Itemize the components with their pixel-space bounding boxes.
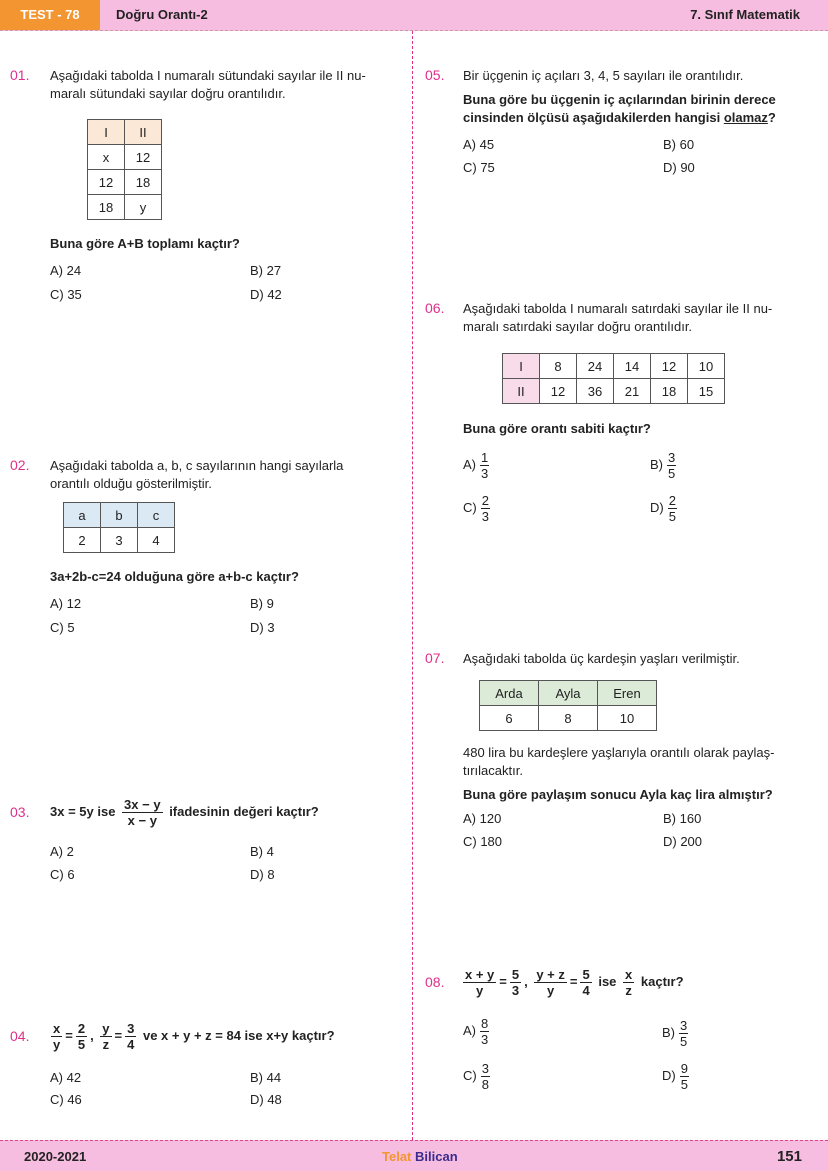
numerator: 8 bbox=[481, 1016, 489, 1031]
option-a[interactable] bbox=[463, 450, 489, 481]
denominator: y bbox=[53, 1037, 61, 1052]
denominator: 3 bbox=[481, 466, 489, 481]
option-b[interactable]: B) 4 bbox=[250, 844, 274, 859]
option-a[interactable] bbox=[463, 1016, 489, 1047]
data-table bbox=[479, 680, 657, 731]
cell: I bbox=[88, 120, 125, 145]
option-d[interactable]: D) 200 bbox=[663, 834, 703, 849]
text: ise bbox=[598, 973, 617, 989]
question-prompt: Buna göre paylaşım sonucu Ayla kaç lira almıştır? bbox=[463, 787, 773, 802]
fraction bbox=[122, 797, 163, 828]
question-prompt: Buna göre A+B toplamı kaçtır? bbox=[50, 236, 240, 251]
denominator: 4 bbox=[582, 983, 590, 998]
question-number: 04. bbox=[10, 1028, 30, 1044]
denominator: 5 bbox=[680, 1034, 688, 1049]
numerator: 2 bbox=[668, 493, 676, 508]
cell: 12 bbox=[125, 145, 162, 170]
option-d[interactable]: D) 90 bbox=[663, 160, 695, 175]
question-number: 05. bbox=[425, 67, 445, 83]
question-text bbox=[463, 300, 772, 336]
option-a[interactable]: A) 42 bbox=[50, 1070, 82, 1085]
cell: 24 bbox=[577, 354, 614, 379]
numerator: 3x − y bbox=[124, 797, 161, 812]
question-number: 01. bbox=[10, 67, 30, 83]
numerator: x bbox=[625, 967, 633, 982]
numerator: 2 bbox=[77, 1021, 86, 1036]
test-title: Doğru Orantı-2 bbox=[116, 7, 208, 22]
denominator: x − y bbox=[127, 813, 157, 828]
option-c[interactable]: C) 180 bbox=[463, 834, 503, 849]
cell: Eren bbox=[598, 681, 657, 706]
numerator: 2 bbox=[481, 493, 489, 508]
cell: 10 bbox=[598, 706, 657, 731]
option-a[interactable]: A) 120 bbox=[463, 811, 502, 826]
fraction bbox=[667, 450, 676, 481]
line: orantılı olduğu gösterilmiştir. bbox=[50, 476, 212, 491]
option-c[interactable] bbox=[463, 493, 490, 524]
cell: a bbox=[64, 503, 101, 528]
cell: Arda bbox=[480, 681, 539, 706]
numerator: x + y bbox=[465, 967, 495, 982]
emphasis: olamaz bbox=[723, 110, 768, 125]
cell: 3 bbox=[101, 528, 138, 553]
cell: 18 bbox=[651, 379, 688, 404]
option-c[interactable]: C) 35 bbox=[50, 287, 82, 302]
text: ifadesinin değeri kaçtır? bbox=[169, 803, 319, 819]
label: B) bbox=[662, 1024, 675, 1040]
cell: x bbox=[88, 145, 125, 170]
option-d[interactable]: D) 8 bbox=[250, 867, 275, 882]
data-table bbox=[63, 502, 175, 553]
question-text: Bir üçgenin iç açıları 3, 4, 5 sayıları ile orantılıdır. bbox=[463, 68, 744, 83]
option-c[interactable]: C) 6 bbox=[50, 867, 75, 882]
fraction bbox=[668, 493, 677, 524]
denominator: 5 bbox=[680, 1077, 688, 1092]
numerator: 5 bbox=[511, 967, 520, 982]
line: Aşağıdaki tabolda I numaralı sütundaki sayılar ile II nu- bbox=[50, 68, 366, 83]
denominator: z bbox=[102, 1037, 110, 1052]
cell: Ayla bbox=[539, 681, 598, 706]
numerator: 9 bbox=[680, 1061, 688, 1076]
cell: I bbox=[503, 354, 540, 379]
numerator: 1 bbox=[481, 450, 489, 465]
option-d[interactable]: D) 42 bbox=[250, 287, 282, 302]
cell: y bbox=[125, 195, 162, 220]
label: B) bbox=[650, 456, 663, 472]
cell: 6 bbox=[480, 706, 539, 731]
label: A) bbox=[463, 1022, 476, 1038]
cell: 12 bbox=[651, 354, 688, 379]
label: A) bbox=[463, 456, 476, 472]
numerator: y bbox=[102, 1021, 110, 1036]
line: tırılacaktır. bbox=[463, 763, 523, 778]
fraction bbox=[510, 967, 521, 998]
question-number: 06. bbox=[425, 300, 445, 316]
line: Aşağıdaki tabolda I numaralı satırdaki sayılar ile II nu- bbox=[463, 301, 773, 316]
cell: 36 bbox=[577, 379, 614, 404]
denominator: 4 bbox=[127, 1037, 135, 1052]
cell: II bbox=[125, 120, 162, 145]
fraction bbox=[680, 1061, 689, 1092]
header-bar bbox=[0, 0, 828, 31]
numerator: y + z bbox=[536, 967, 565, 982]
question-text: $\frac{x + y}{y}$ = $\frac{5}{3}$ , $\frac{y + z}{y}$ = $\frac{5}{4}$ ise $\frac{x}{z}$ kaçtır? bbox=[465, 967, 684, 998]
fraction bbox=[51, 1021, 62, 1052]
numerator: x bbox=[53, 1021, 61, 1036]
denominator: 5 bbox=[668, 509, 676, 524]
numerator: 3 bbox=[680, 1018, 688, 1033]
question-text: Aşağıdaki tabolda üç kardeşin yaşları verilmiştir. bbox=[463, 651, 740, 666]
fraction bbox=[480, 1016, 489, 1047]
option-d[interactable] bbox=[650, 493, 677, 524]
cell: 18 bbox=[88, 195, 125, 220]
cell: 8 bbox=[539, 706, 598, 731]
option-c[interactable]: C) 75 bbox=[463, 160, 495, 175]
fraction bbox=[76, 1021, 87, 1052]
question-number: 07. bbox=[425, 650, 445, 666]
question-prompt bbox=[463, 91, 776, 127]
fraction bbox=[623, 967, 634, 998]
option-b[interactable]: B) 27 bbox=[250, 263, 282, 278]
fraction bbox=[481, 1061, 490, 1092]
question-text bbox=[50, 67, 366, 103]
question-number: 03. bbox=[10, 804, 30, 820]
fraction bbox=[534, 967, 567, 998]
line: Buna göre bu üçgenin iç açılarından birinin derece bbox=[463, 92, 776, 107]
fraction bbox=[463, 967, 496, 998]
denominator: 3 bbox=[481, 1032, 489, 1047]
denominator: y bbox=[476, 983, 484, 998]
numerator: 3 bbox=[127, 1021, 135, 1036]
option-b[interactable] bbox=[650, 450, 676, 481]
line: Aşağıdaki tabolda a, b, c sayılarının hangi sayılarla bbox=[50, 458, 344, 473]
numerator: 3 bbox=[668, 450, 676, 465]
cell: 18 bbox=[125, 170, 162, 195]
cell: 21 bbox=[614, 379, 651, 404]
numerator: 5 bbox=[582, 967, 590, 982]
option-d[interactable]: D) 3 bbox=[250, 620, 275, 635]
denominator: 5 bbox=[668, 466, 676, 481]
denominator: 8 bbox=[481, 1077, 489, 1092]
option-b[interactable]: B) 9 bbox=[250, 596, 274, 611]
line: 480 lira bu kardeşlere yaşlarıyla orantılı olarak paylaş- bbox=[463, 745, 775, 760]
option-d[interactable]: D) 48 bbox=[250, 1092, 282, 1107]
text: ? bbox=[767, 110, 776, 125]
option-b[interactable] bbox=[662, 1018, 688, 1049]
cell: 2 bbox=[64, 528, 101, 553]
fraction bbox=[100, 1021, 111, 1052]
fraction bbox=[580, 967, 591, 998]
denominator: y bbox=[547, 983, 555, 998]
label: D) bbox=[662, 1067, 676, 1083]
option-a[interactable]: A) 45 bbox=[463, 137, 495, 152]
line: cinsinden ölçüsü aşağıdakilerden hangisi bbox=[463, 110, 721, 125]
cell: 12 bbox=[540, 379, 577, 404]
option-a[interactable]: A) 2 bbox=[50, 844, 74, 859]
author-last: Bilican bbox=[415, 1149, 458, 1164]
test-number: TEST - 78 bbox=[0, 0, 100, 30]
question-prompt: Buna göre orantı sabiti kaçtır? bbox=[463, 421, 651, 436]
fraction bbox=[481, 493, 490, 524]
page-number: 151 bbox=[776, 1148, 802, 1165]
question-text bbox=[50, 457, 343, 493]
question-number: 08. bbox=[425, 974, 445, 990]
cell: c bbox=[138, 503, 175, 528]
denominator: 5 bbox=[77, 1037, 86, 1052]
label: C) bbox=[463, 499, 477, 515]
cell: b bbox=[101, 503, 138, 528]
text: 3x = 5y ise bbox=[50, 803, 116, 819]
cell: 4 bbox=[138, 528, 175, 553]
option-a[interactable]: A) 12 bbox=[50, 596, 82, 611]
option-d[interactable] bbox=[662, 1061, 689, 1092]
denominator: 3 bbox=[511, 983, 520, 998]
cell: 10 bbox=[688, 354, 725, 379]
fraction bbox=[679, 1018, 688, 1049]
option-c[interactable]: C) 46 bbox=[50, 1092, 82, 1107]
option-b[interactable]: B) 44 bbox=[250, 1070, 282, 1085]
text: kaçtır? bbox=[640, 973, 684, 989]
question-text: $\frac{x}{y}$ = $\frac{2}{5}$ , $\frac{y}{z}$ = $\frac{3}{4}$ ve x + y + z = 84 ise x+y kaçtır? bbox=[53, 1021, 335, 1052]
cell: 8 bbox=[540, 354, 577, 379]
numerator: 3 bbox=[481, 1061, 489, 1076]
line: maralı satırdaki sayılar doğru orantılıdır. bbox=[463, 319, 693, 334]
data-table bbox=[502, 353, 725, 404]
subject: 7. Sınıf Matematik bbox=[690, 7, 800, 22]
author-first: Telat bbox=[382, 1149, 412, 1164]
text: ve x + y + z = 84 ise x+y kaçtır? bbox=[142, 1027, 335, 1043]
question-text bbox=[463, 744, 774, 780]
denominator: z bbox=[625, 983, 632, 998]
cell: 14 bbox=[614, 354, 651, 379]
question-number: 02. bbox=[10, 457, 30, 473]
denominator: 3 bbox=[481, 509, 489, 524]
author bbox=[382, 1141, 458, 1171]
column-divider bbox=[412, 31, 413, 1140]
fraction bbox=[125, 1021, 136, 1052]
school-year: 2020-2021 bbox=[24, 1149, 87, 1164]
option-a[interactable]: A) 24 bbox=[50, 263, 82, 278]
option-c[interactable]: C) 5 bbox=[50, 620, 75, 635]
label: C) bbox=[463, 1067, 477, 1083]
data-table bbox=[87, 119, 162, 220]
label: D) bbox=[650, 499, 664, 515]
cell: 15 bbox=[688, 379, 725, 404]
fraction bbox=[480, 450, 489, 481]
option-b[interactable]: B) 60 bbox=[663, 137, 695, 152]
option-b[interactable]: B) 160 bbox=[663, 811, 702, 826]
question-prompt: 3a+2b-c=24 olduğuna göre a+b-c kaçtır? bbox=[50, 569, 299, 584]
line: maralı sütundaki sayılar doğru orantılıdır. bbox=[50, 86, 286, 101]
option-c[interactable] bbox=[463, 1061, 490, 1092]
cell: II bbox=[503, 379, 540, 404]
cell: 12 bbox=[88, 170, 125, 195]
footer-bar bbox=[0, 1140, 828, 1171]
question-text bbox=[50, 797, 319, 828]
